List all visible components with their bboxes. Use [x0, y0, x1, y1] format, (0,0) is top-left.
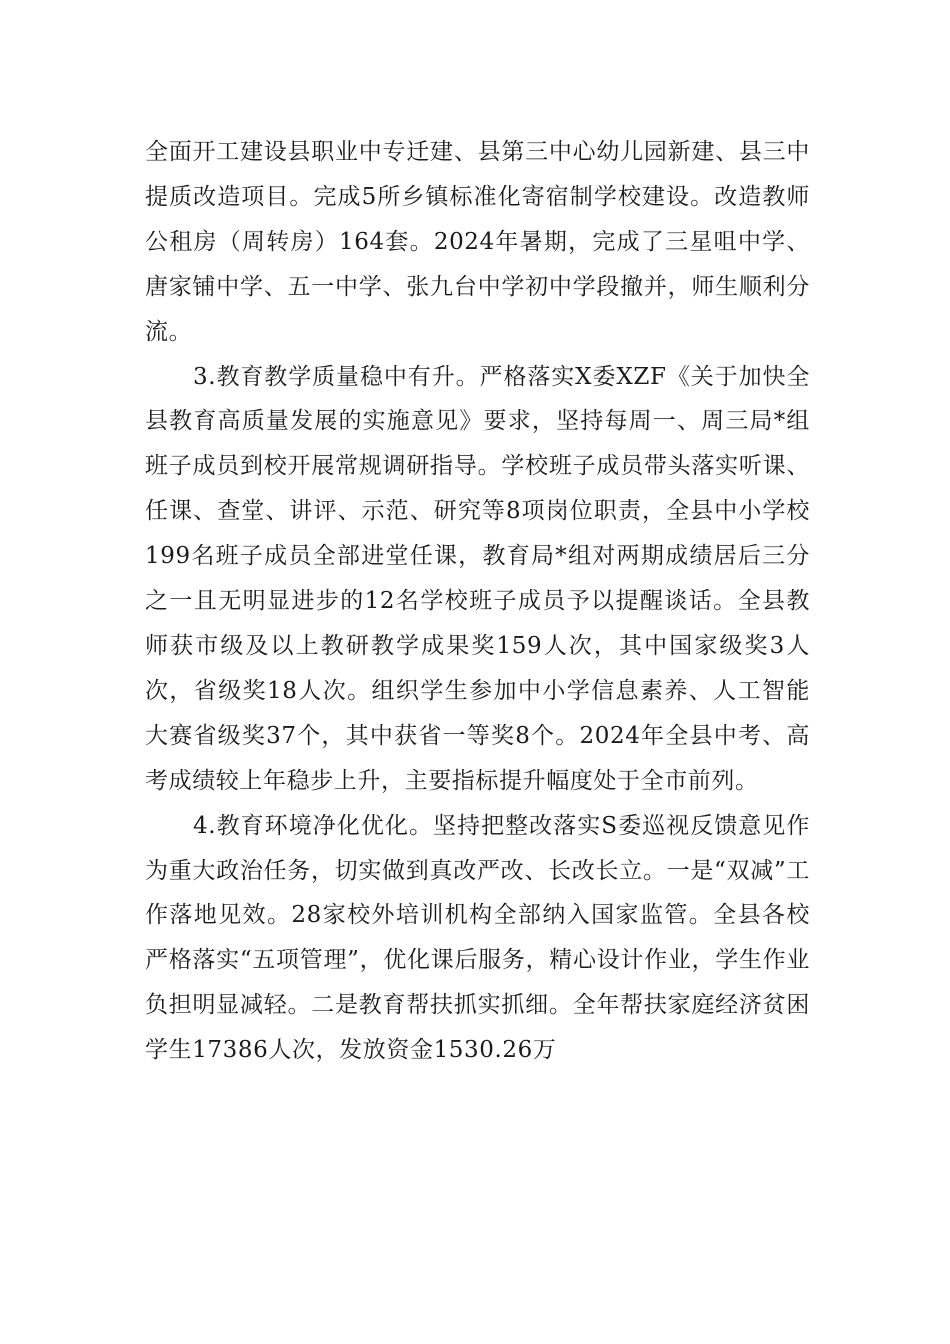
paragraph-teaching-quality: 3.教育教学质量稳中有升。严格落实X委XZF《关于加快全县教育高质量发展的实施意见》要求，坚持每周一、周三局*组班子成员到校开展常规调研指导。学校班子成员带头落实听课、任课、查堂、讲评、示范、研究等8项岗位职责，全县中小学校199名班子成员全部进堂任课，教育局*组对两期成绩居后三分之一且无明显进步的12名学校班子成员予以提醒谈话。全县教师获市级及以上教研教学成果奖159人次，其中国家级奖3人次，省级奖18人次。组织学生参加中小学信息素养、人工智能大赛省级奖37个，其中获省一等奖8个。2024年全县中考、高考成绩较上年稳步上升，主要指标提升幅度处于全市前列。 — [145, 363, 810, 794]
paragraph-continuation: 全面开工建设县职业中专迁建、县第三中心幼儿园新建、县三中提质改造项目。完成5所乡镇标准化寄宿制学校建设。改造教师公租房（周转房）164套。2024年暑期，完成了三星咀中学、唐家铺中学、五一中学、张九台中学初中学段撤并，师生顺利分流。 — [145, 139, 810, 345]
document-body — [145, 130, 810, 1073]
paragraph-education-environment: 4.教育环境净化优化。坚持把整改落实S委巡视反馈意见作为重大政治任务，切实做到真改严改、长改长立。一是“双减”工作落地见效。28家校外培训机构全部纳入国家监管。全县各校严格落实“五项管理”，优化课后服务，精心设计作业，学生作业负担明显减轻。二是教育帮扶抓实抓细。全年帮扶家庭经济贫困学生17386人次，发放资金1530.26万 — [145, 812, 810, 1064]
